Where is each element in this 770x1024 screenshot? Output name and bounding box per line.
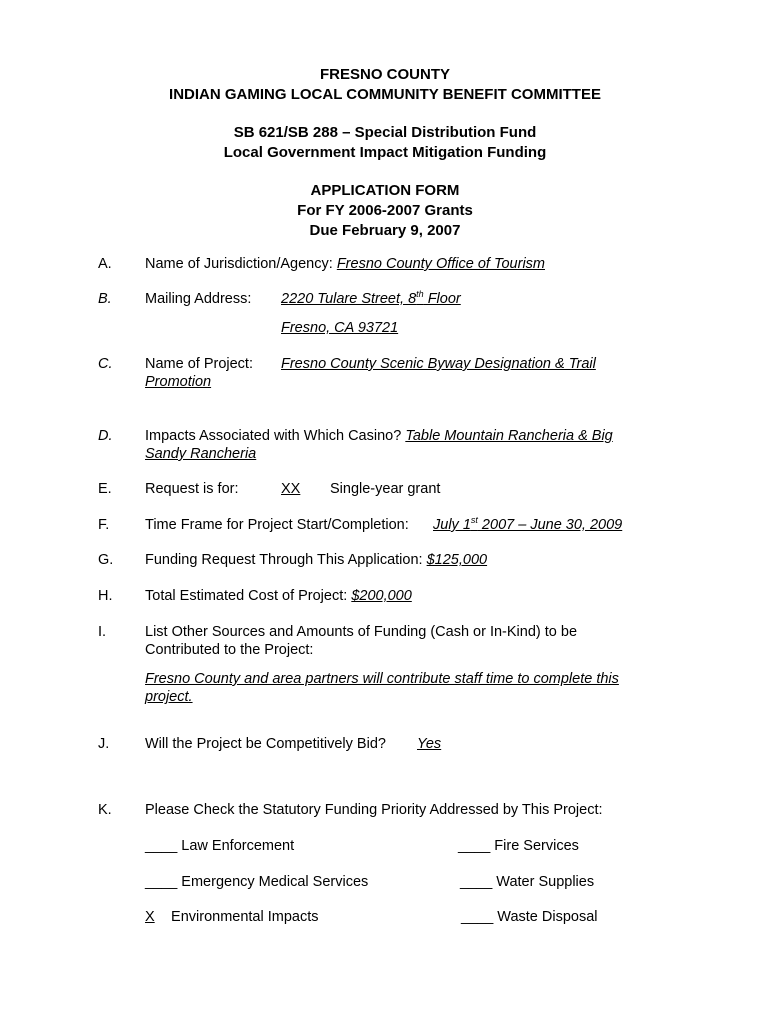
due-date: Due February 9, 2007 xyxy=(309,222,461,239)
item-h-letter: H. xyxy=(98,588,113,604)
priority-fire-services xyxy=(458,838,579,854)
priority-mark: ____ xyxy=(458,838,491,854)
item-a-letter: A. xyxy=(98,256,112,272)
county-title: FRESNO COUNTY xyxy=(319,66,450,83)
item-e-option: Single-year grant xyxy=(330,481,441,497)
item-i-value-line1: Fresno County and area partners will contribute staff time to complete this xyxy=(145,671,619,687)
item-f-label: Time Frame for Project Start/Completion: xyxy=(145,517,409,533)
item-a xyxy=(145,256,545,272)
priority-label: Waste Disposal xyxy=(497,909,598,925)
item-c-value-line1: Fresno County Scenic Byway Designation & Trail xyxy=(281,356,596,372)
fiscal-year: For FY 2006-2007 Grants xyxy=(297,202,473,219)
item-i-letter: I. xyxy=(98,624,107,640)
item-j-label: Will the Project be Competitively Bid? xyxy=(145,736,386,752)
item-e-label: Request is for: xyxy=(145,481,239,497)
item-a-value: Fresno County Office of Tourism xyxy=(336,256,545,272)
priority-mark: X xyxy=(145,909,155,925)
item-a-label: Name of Jurisdiction/Agency: xyxy=(145,256,333,272)
item-f-value: July 1st 2007 – June 30, 2009 xyxy=(433,515,623,533)
item-k-label: Please Check the Statutory Funding Priority Addressed by This Project: xyxy=(145,802,603,818)
item-c-label: Name of Project: xyxy=(145,356,253,372)
item-c-letter: C. xyxy=(98,356,113,372)
item-g-value: $125,000 xyxy=(426,552,488,568)
item-d xyxy=(145,428,613,444)
item-c-value-line2: Promotion xyxy=(145,374,212,390)
form-title: APPLICATION FORM xyxy=(310,182,460,199)
item-h xyxy=(145,588,412,604)
funding-title: Local Government Impact Mitigation Funding xyxy=(223,144,547,161)
priority-label: Water Supplies xyxy=(496,874,595,890)
priority-mark: ____ xyxy=(461,909,494,925)
item-e-letter: E. xyxy=(98,481,112,497)
priority-emergency-medical xyxy=(145,874,368,890)
item-b-address-line1: 2220 Tulare Street, 8th Floor xyxy=(281,289,461,307)
priority-label: Environmental Impacts xyxy=(171,909,319,925)
priority-mark: ____ xyxy=(145,838,178,854)
item-i-label-line1: List Other Sources and Amounts of Funding (Cash or In-Kind) to be xyxy=(145,624,578,640)
item-f-letter: F. xyxy=(98,517,110,533)
priority-law-enforcement xyxy=(145,838,294,854)
item-g-letter: G. xyxy=(98,552,114,568)
item-b-label: Mailing Address: xyxy=(145,291,252,307)
item-b-address-line2: Fresno, CA 93721 xyxy=(281,320,399,336)
item-i-value-line2: project. xyxy=(145,689,193,705)
item-d-value-line2: Sandy Rancheria xyxy=(145,446,257,462)
priority-waste-disposal xyxy=(461,909,598,925)
item-g xyxy=(145,552,487,568)
priority-mark: ____ xyxy=(460,874,493,890)
priority-environmental-impacts xyxy=(145,909,319,925)
item-j-value: Yes xyxy=(417,736,442,752)
item-d-letter: D. xyxy=(98,428,113,444)
priority-water-supplies xyxy=(460,874,594,890)
item-g-label: Funding Request Through This Application: xyxy=(145,552,423,568)
item-d-value-line1: Table Mountain Rancheria & Big xyxy=(405,428,613,444)
item-j-letter: J. xyxy=(98,736,110,752)
item-e-mark: XX xyxy=(281,481,301,497)
committee-title: INDIAN GAMING LOCAL COMMUNITY BENEFIT COMMITTEE xyxy=(169,86,601,103)
priority-mark: ____ xyxy=(145,874,178,890)
priority-label: Fire Services xyxy=(494,838,579,854)
item-h-value: $200,000 xyxy=(351,588,412,604)
item-b-letter: B. xyxy=(98,291,112,307)
item-d-label: Impacts Associated with Which Casino? xyxy=(145,428,402,444)
item-k-letter: K. xyxy=(98,802,112,818)
item-i-label-line2: Contributed to the Project: xyxy=(145,642,314,658)
priority-label: Emergency Medical Services xyxy=(181,874,369,890)
priority-label: Law Enforcement xyxy=(181,838,295,854)
fund-title: SB 621/SB 288 – Special Distribution Fund xyxy=(233,124,537,141)
item-h-label: Total Estimated Cost of Project: xyxy=(145,588,348,604)
